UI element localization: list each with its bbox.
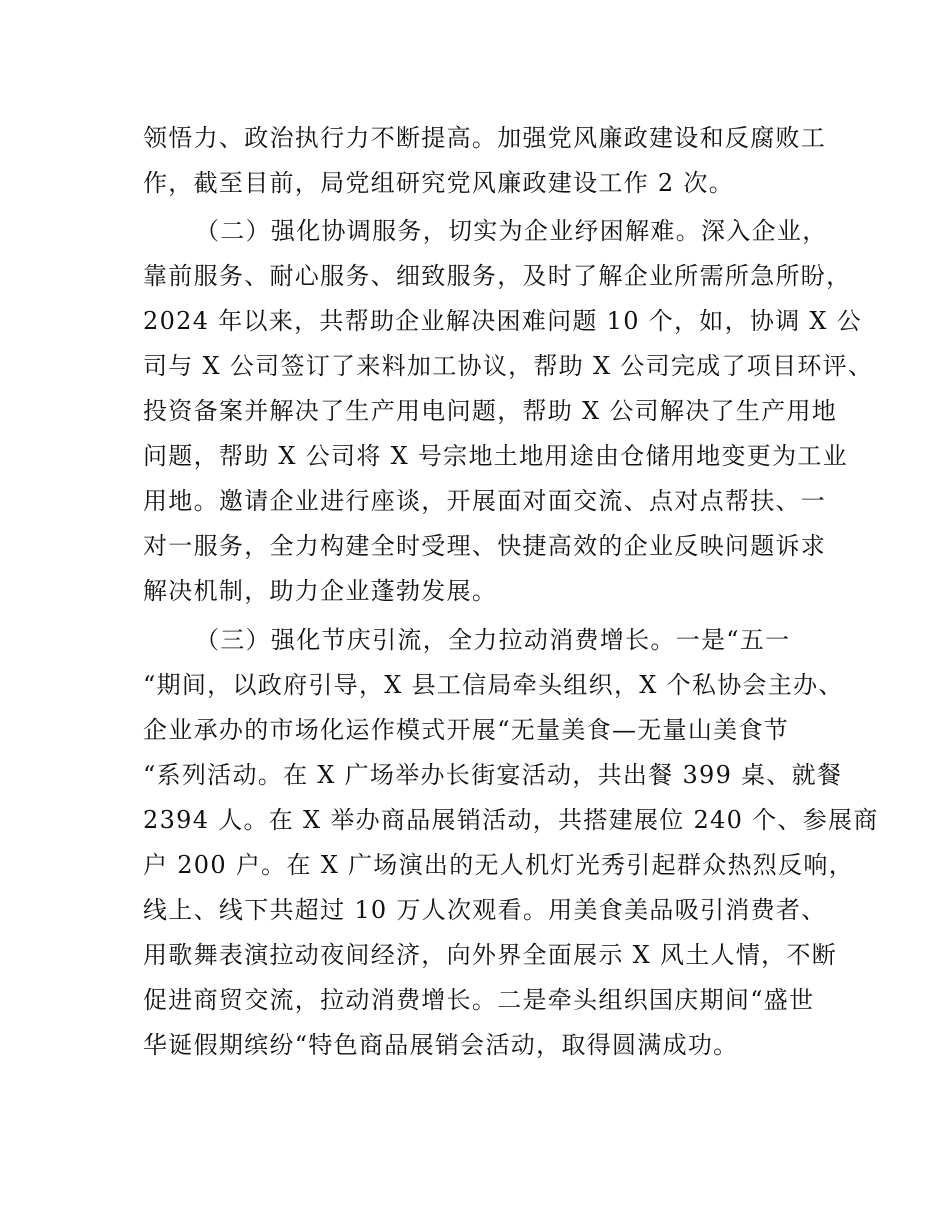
text-line: 司与 X 公司签订了来料加工协议，帮助 X 公司完成了项目环评、 xyxy=(143,352,874,380)
text-line: 解决机制，助力企业蓬勃发展。 xyxy=(143,577,498,605)
text-line: （三）强化节庆引流，全力拉动消费增长。一是“五一 xyxy=(195,626,791,654)
text-line: 线上、线下共超过 10 万人次观看。用美食美品吸引消费者、 xyxy=(143,896,827,924)
text-line: 投资备案并解决了生产用电问题，帮助 X 公司解决了生产用地 xyxy=(143,397,838,425)
paragraph-festival-consumption xyxy=(143,618,879,1068)
text-line: 作，截至目前，局党组研究党风廉政建设工作 2 次。 xyxy=(143,169,735,197)
text-line: 用地。邀请企业进行座谈，开展面对面交流、点对点帮扶、一 xyxy=(143,487,827,515)
text-line: 2024 年以来，共帮助企业解决困难问题 10 个，如，协调 X 公 xyxy=(143,307,863,335)
text-line: 靠前服务、耐心服务、细致服务，及时了解企业所需所急所盼， xyxy=(143,262,852,290)
text-line: 领悟力、政治执行力不断提高。加强党风廉政建设和反腐败工 xyxy=(143,124,827,152)
text-line: 问题，帮助 X 公司将 X 号宗地土地用途由仓储用地变更为工业 xyxy=(143,442,848,470)
paragraph-party-conduct xyxy=(143,116,827,206)
text-line: 促进商贸交流，拉动消费增长。二是牵头组织国庆期间“盛世 xyxy=(143,986,815,1014)
text-line: “期间，以政府引导，X 县工信局牵头组织，X 个私协会主办、 xyxy=(143,671,844,699)
text-line: 2394 人。在 X 举办商品展销活动，共搭建展位 240 个、参展商 xyxy=(143,806,879,834)
text-line: 华诞假期缤纷“特色商品展销会活动，取得圆满成功。 xyxy=(143,1031,739,1059)
text-line: 户 200 户。在 X 广场演出的无人机灯光秀引起群众热烈反响， xyxy=(143,851,855,879)
text-line: 用歌舞表演拉动夜间经济，向外界全面展示 X 风土人情，不断 xyxy=(143,941,838,969)
text-line: 企业承办的市场化运作模式开展“无量美食—无量山美食节 xyxy=(143,716,790,744)
paragraph-enterprise-service xyxy=(143,209,874,614)
text-line: （二）强化协调服务，切实为企业纾困解难。深入企业， xyxy=(195,217,828,245)
text-line: 对一服务，全力构建全时受理、快捷高效的企业反映问题诉求 xyxy=(143,532,827,560)
text-line: “系列活动。在 X 广场举办长街宴活动，共出餐 399 桌、就餐 xyxy=(143,761,843,789)
